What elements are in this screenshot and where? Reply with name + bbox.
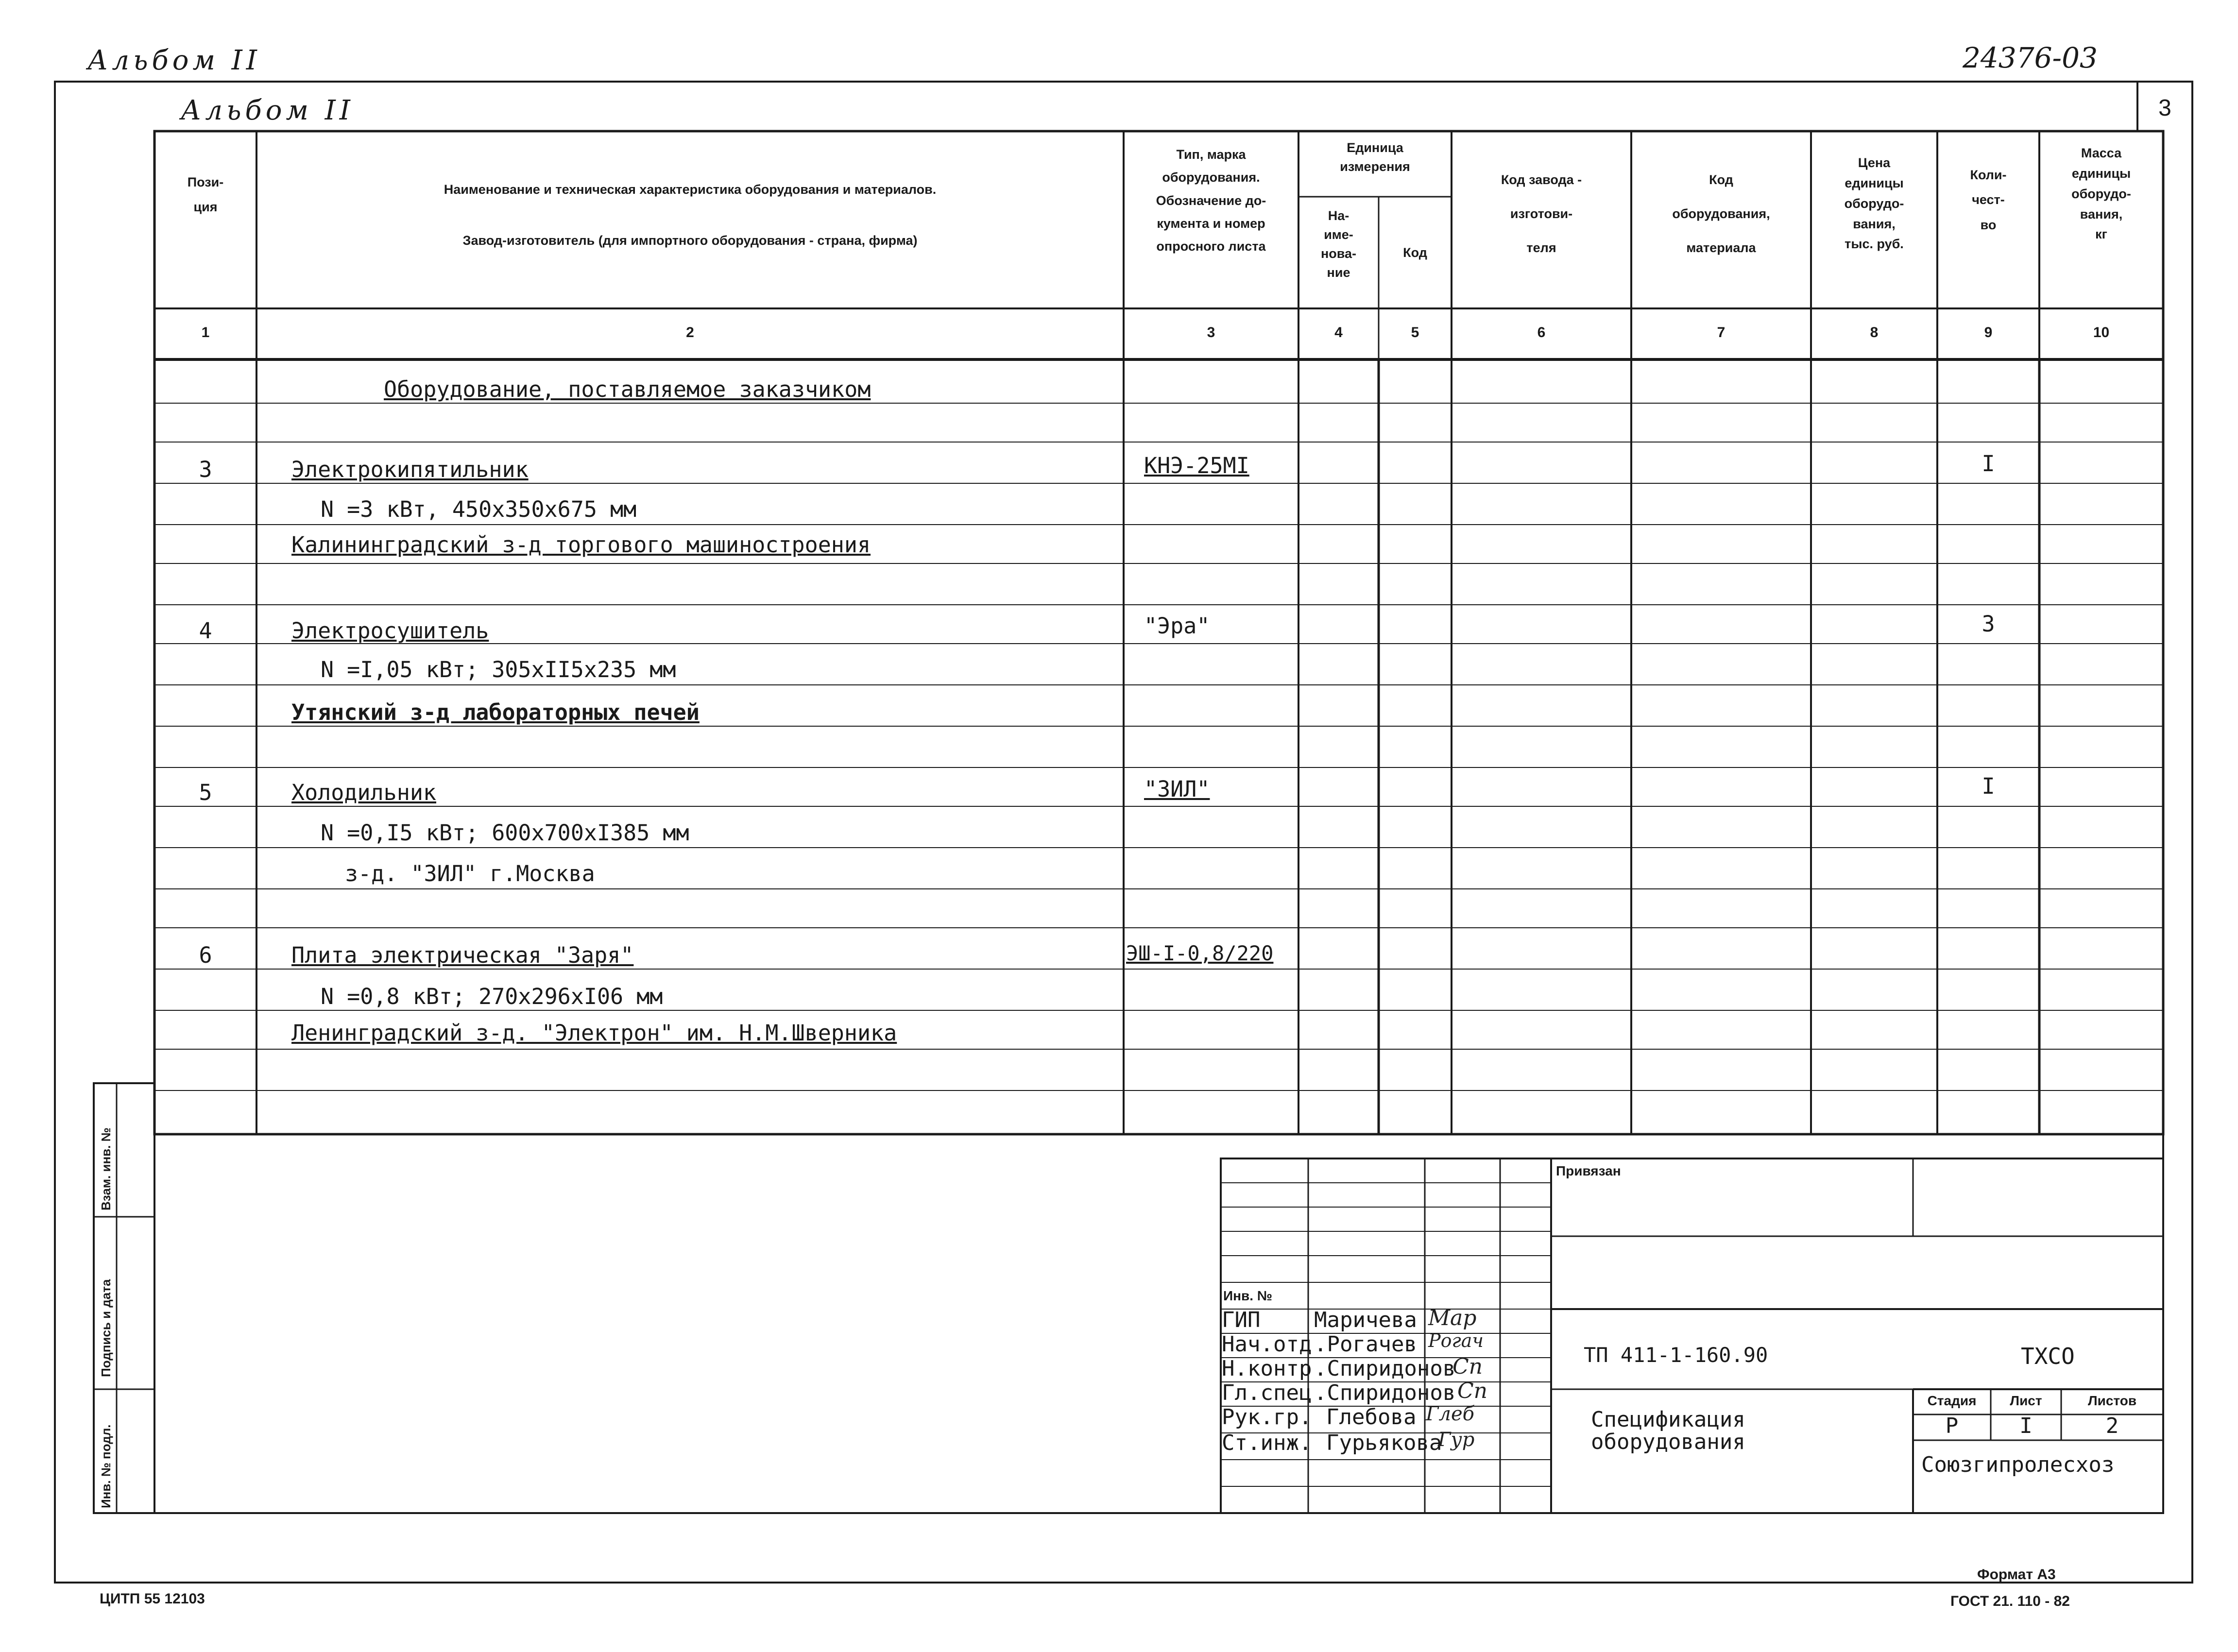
signer-name: Гурьякова (1326, 1431, 1442, 1455)
inv-label: Инв. № (1223, 1288, 1273, 1303)
signer-name: .Рогачев (1314, 1332, 1417, 1357)
signer-role: Рук.гр. (1222, 1405, 1312, 1430)
signature: Рогач (1428, 1330, 1484, 1351)
object-code: ТХСО (2021, 1343, 2075, 1369)
gost-reference: ГОСТ 21. 110 - 82 (1950, 1593, 2070, 1609)
signature: Сп (1452, 1354, 1483, 1379)
column-number: 10 (2093, 324, 2110, 341)
item-spec: N =I,05 кВт; 305хII5х235 мм (321, 657, 676, 682)
column-number: 4 (1334, 324, 1343, 341)
column-number: 5 (1411, 324, 1419, 341)
item-position: 4 (199, 618, 212, 644)
signer-name: .Спиридонов (1314, 1356, 1456, 1381)
signer-role: Гл.спец (1222, 1380, 1312, 1405)
stage-value: Р (1945, 1414, 1959, 1438)
header-type: Тип, марка оборудования. Обозначение до- кумента и номер опросного листа (1156, 147, 1266, 254)
column-number: 3 (1207, 324, 1215, 341)
header-mass: Масса единицы оборудо- вания, кг (2071, 146, 2131, 242)
side-stamp-replacement-inv: Взам. инв. № (99, 1127, 113, 1210)
item-spec: N =0,I5 кВт; 600х700хI385 мм (321, 820, 689, 846)
signer-role: Нач.отд (1222, 1332, 1312, 1357)
item-quantity: I (1982, 451, 1995, 477)
signer-name: .Спиридонов (1314, 1380, 1456, 1405)
signer-name: Глебова (1326, 1405, 1417, 1430)
organization-name: Союзгипролесхоз (1921, 1452, 2115, 1477)
sheet-label: Лист (2010, 1393, 2042, 1408)
signer-role: ГИП (1222, 1308, 1261, 1332)
doc-code: 24376-03 (1963, 41, 2098, 74)
item-name: Электрокипятильник (291, 457, 529, 482)
footer-code: ЦИТП 55 12103 (100, 1591, 205, 1607)
sheets-value: 2 (2105, 1414, 2119, 1438)
item-spec: N =3 кВт, 450х350х675 мм (321, 496, 637, 522)
project-code: ТП 411-1-160.90 (1584, 1343, 1768, 1367)
column-number: 8 (1870, 324, 1879, 341)
attached-label: Привязан (1556, 1163, 1621, 1178)
item-name: Электросушитель (291, 618, 489, 644)
signer-name: Маричева (1314, 1308, 1417, 1332)
signature: Глеб (1426, 1403, 1475, 1425)
item-quantity: I (1982, 773, 1995, 799)
signer-role: Ст.инж. (1222, 1431, 1312, 1455)
item-spec: N =0,8 кВт; 270х296хI06 мм (321, 984, 663, 1009)
sheet-number: 3 (2158, 95, 2171, 121)
item-maker: Ленинградский з-д. "Электрон" им. Н.М.Шверника (291, 1020, 897, 1046)
column-number: 2 (686, 324, 694, 341)
item-type: "Эра" (1144, 613, 1210, 639)
signature: Гур (1438, 1429, 1475, 1451)
column-number: 6 (1537, 324, 1546, 341)
header-factory-code: Код завода - изготови- теля (1501, 172, 1582, 255)
item-position: 5 (199, 780, 212, 805)
signer-role: Н.контр (1222, 1356, 1312, 1381)
header-quantity: Коли- чест- во (1970, 168, 2007, 232)
item-position: 6 (199, 942, 212, 968)
stage-label: Стадия (1927, 1393, 1977, 1408)
item-position: 3 (199, 457, 212, 482)
sheet-value: I (2019, 1414, 2033, 1438)
column-number: 1 (201, 324, 210, 341)
column-number: 9 (1984, 324, 1993, 341)
item-type: ЭШ-I-0,8/220 (1126, 941, 1274, 965)
header-equipment-code: Код оборудования, материала (1672, 172, 1770, 255)
item-maker: Калининградский з-д торгового машиностроения (291, 532, 871, 558)
signature: Мар (1428, 1306, 1477, 1330)
column-number: 7 (1717, 324, 1725, 341)
item-name: Плита электрическая "Заря" (291, 942, 634, 968)
item-quantity: 3 (1982, 611, 1995, 637)
header-unit-code: Код (1403, 245, 1427, 260)
item-maker: з-д. "ЗИЛ" г.Москва (345, 861, 595, 886)
paper-format: Формат А3 (1977, 1567, 2056, 1583)
header-position: Пози- ция (187, 175, 224, 215)
sheets-label: Листов (2087, 1393, 2137, 1408)
item-type: "ЗИЛ" (1144, 776, 1210, 802)
section-title: Оборудование, поставляемое заказчиком (384, 376, 871, 402)
document-title: Спецификация оборудования (1591, 1407, 1745, 1455)
header-unit: Единица измерения (1340, 140, 1410, 174)
item-maker: Утянский з-д лабораторных печей (291, 699, 700, 725)
side-stamp-signature-date: Подпись и дата (99, 1279, 113, 1377)
header-price: Цена единицы оборудо- вания, тыс. руб. (1844, 155, 1904, 252)
item-type: КНЭ-25МI (1144, 453, 1249, 478)
header-unit-name: На- име- нова- ние (1320, 208, 1357, 280)
album-label: Альбом II (87, 45, 261, 76)
header-name-line1: Наименование и техническая характеристика оборудования и материалов. (444, 182, 937, 197)
album-label-inner: Альбом II (181, 95, 354, 126)
signature: Сп (1457, 1379, 1488, 1403)
item-name: Холодильник (291, 780, 437, 805)
side-stamp-original-inv: Инв. № подл. (99, 1424, 113, 1508)
header-name-line2: Завод-изготовитель (для импортного оборудования - страна, фирма) (462, 233, 918, 248)
